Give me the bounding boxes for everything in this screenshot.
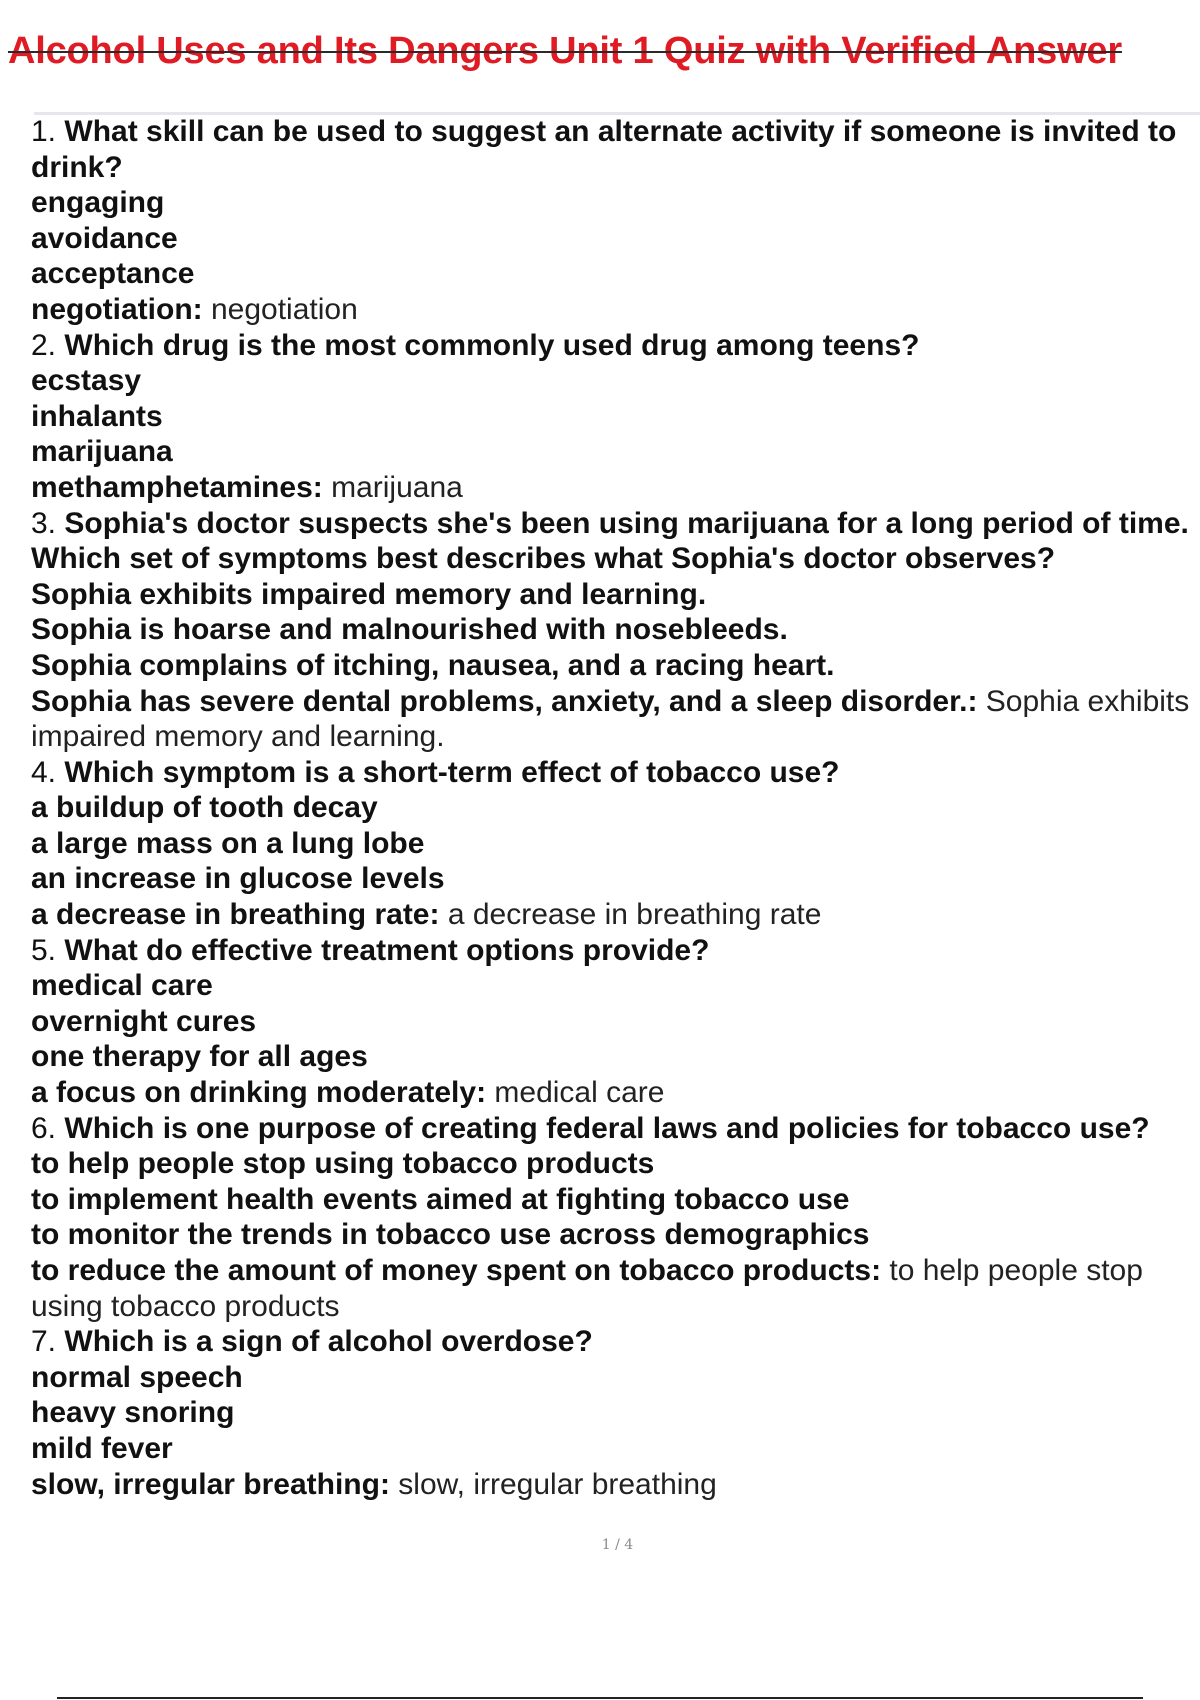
quiz-question [31,328,1200,506]
page-bottom-rule [57,1697,1143,1699]
verified-answer: to help people stop using tobacco products [31,1254,1143,1323]
answer-option: normal speech [31,1360,243,1394]
quiz-question-list [31,114,1200,1502]
quiz-question [31,506,1200,755]
answer-option: to monitor the trends in tobacco use across demographics [31,1218,870,1252]
question-text: Which drug is the most commonly used drug among teens? [64,328,920,362]
answer-option: Sophia has severe dental problems, anxiety, and a sleep disorder. [31,684,968,718]
answer-line: negotiation: negotiation [31,292,358,326]
answer-option: acceptance [31,257,195,291]
question-text: Which symptom is a short-term effect of tobacco use? [64,755,840,789]
answer-option: avoidance [31,221,178,255]
question-line [31,1324,1200,1360]
answer-option: to reduce the amount of money spent on tobacco products [31,1254,872,1287]
document-title: Alcohol Uses and Its Dangers Unit 1 Quiz with Verified Answer [8,30,1122,72]
answer-option: a decrease in breathing rate [31,898,430,932]
answer-line: Sophia has severe dental problems, anxiety, and a sleep disorder.: Sophia exhibits impaired memory and learning. [31,684,1190,754]
quiz-question [31,1324,1200,1502]
question-number: 7. [31,1325,57,1359]
question-text: Sophia's doctor suspects she's been using marijuana for a long period of time. Which set of symptoms best describes what Sophia's doctor observes? [31,506,1189,576]
answer-line: a focus on drinking moderately: medical care [31,1076,665,1110]
answer-option: methamphetamines [31,470,313,504]
answer-option: an increase in glucose levels [31,862,445,896]
answer-option: marijuana [31,435,173,469]
question-text: Which is one purpose of creating federal laws and policies for tobacco use? [64,1111,1150,1145]
question-text: Which is a sign of alcohol overdose? [64,1325,593,1359]
answer-option: ecstasy [31,364,142,398]
answer-option: negotiation [31,292,193,326]
quiz-question [31,933,1200,1111]
answer-option: to implement health events aimed at fighting tobacco use [31,1182,850,1216]
verified-answer: negotiation [210,292,358,326]
answer-option: a large mass on a lung lobe [31,826,425,860]
verified-answer: Sophia exhibits impaired memory and learning. [31,684,1190,754]
answer-line: to reduce the amount of money spent on tobacco products: to help people stop using tobacco products [31,1254,1143,1323]
question-number: 4. [31,755,57,789]
answer-option: engaging [31,186,165,220]
verified-answer: a decrease in breathing rate [447,898,822,932]
answer-line: a decrease in breathing rate: a decrease in breathing rate [31,898,822,932]
answer-option: medical care [31,969,213,1003]
answer-option: Sophia complains of itching, nausea, and a racing heart. [31,648,835,682]
answer-option: overnight cures [31,1004,257,1038]
question-number: 3. [31,506,57,540]
question-number: 2. [31,328,57,362]
question-number: 6. [31,1111,57,1145]
question-line [31,506,1200,577]
answer-option: a buildup of tooth decay [31,791,378,825]
page-number: 1 / 4 [601,1537,634,1553]
quiz-question [31,114,1200,328]
verified-answer: marijuana [331,470,463,504]
question-text: What skill can be used to suggest an alternate activity if someone is invited to drink? [31,115,1177,184]
question-text: What do effective treatment options provide? [64,933,710,967]
answer-option: inhalants [31,399,163,433]
answer-option: heavy snoring [31,1396,235,1430]
answer-option: mild fever [31,1431,173,1465]
question-line [31,755,1200,791]
verified-answer: medical care [494,1076,665,1110]
answer-option: Sophia is hoarse and malnourished with nosebleeds. [31,613,788,647]
answer-line: methamphetamines: marijuana [31,470,463,504]
answer-option: a focus on drinking moderately [31,1076,477,1110]
question-line [31,1111,1200,1147]
question-number: 1. [31,115,57,148]
question-number: 5. [31,933,57,967]
answer-line: slow, irregular breathing: slow, irregular breathing [31,1467,717,1501]
answer-option: slow, irregular breathing [31,1467,380,1501]
question-line [31,933,1200,969]
answer-option: to help people stop using tobacco products [31,1147,655,1181]
quiz-question [31,1111,1200,1325]
question-line [31,114,1200,185]
answer-option: one therapy for all ages [31,1040,368,1074]
question-line [31,328,1200,364]
verified-answer: slow, irregular breathing [398,1467,717,1501]
answer-option: Sophia exhibits impaired memory and learning. [31,577,707,611]
quiz-question [31,755,1200,933]
